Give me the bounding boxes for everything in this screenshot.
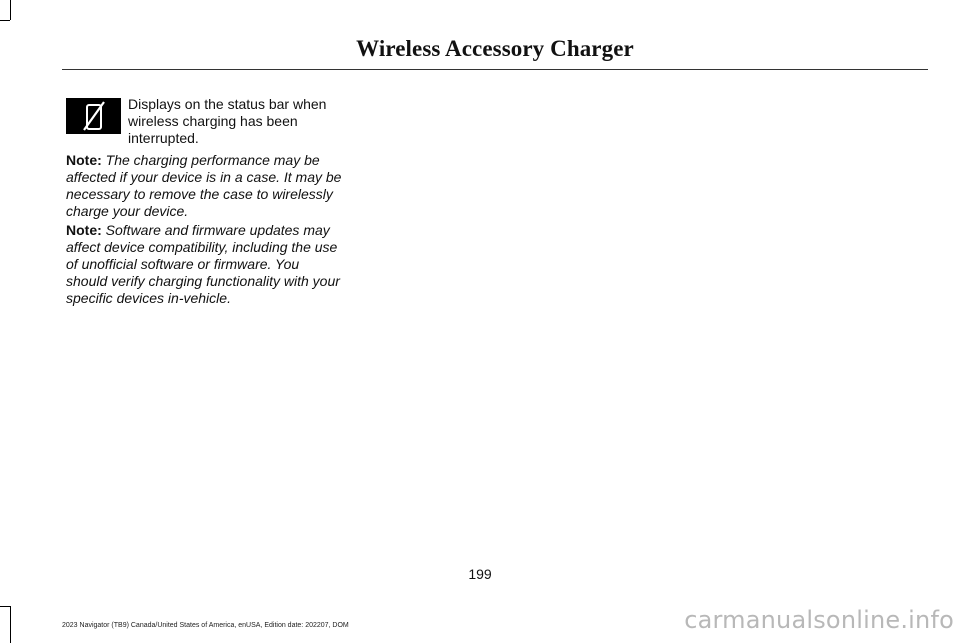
crop-mark-top-left-h [0,20,10,21]
note-software [66,222,343,307]
wireless-charging-interrupted-icon [66,98,121,134]
note-case [66,152,343,220]
note-label: Note: [66,222,102,238]
crop-mark-top-left [10,0,11,20]
watermark: carmanualsonline.info [684,606,954,634]
crop-mark-bottom-left [10,606,11,643]
edition-footer: 2023 Navigator (TB9) Canada/United States of America, enUSA, Edition date: 202207, DOM [62,622,349,629]
title-divider [62,69,928,70]
page-title: Wireless Accessory Charger [356,36,634,61]
icon-caption: Displays on the status bar when wireless charging has been interrupted. [128,96,327,146]
crop-mark-bottom-left-h [0,606,10,607]
page-number: 199 [468,566,492,582]
note-text: The charging performance may be affected if your device is in a case. It may be necessary to remove the case to wirelessly charge your device. [66,152,342,219]
note-text: Software and firmware updates may affect device compatibility, including the use of unofficial software or firmware. You should verify charging functionality with your specific devices in-vehicle. [66,222,340,306]
note-label: Note: [66,152,102,168]
